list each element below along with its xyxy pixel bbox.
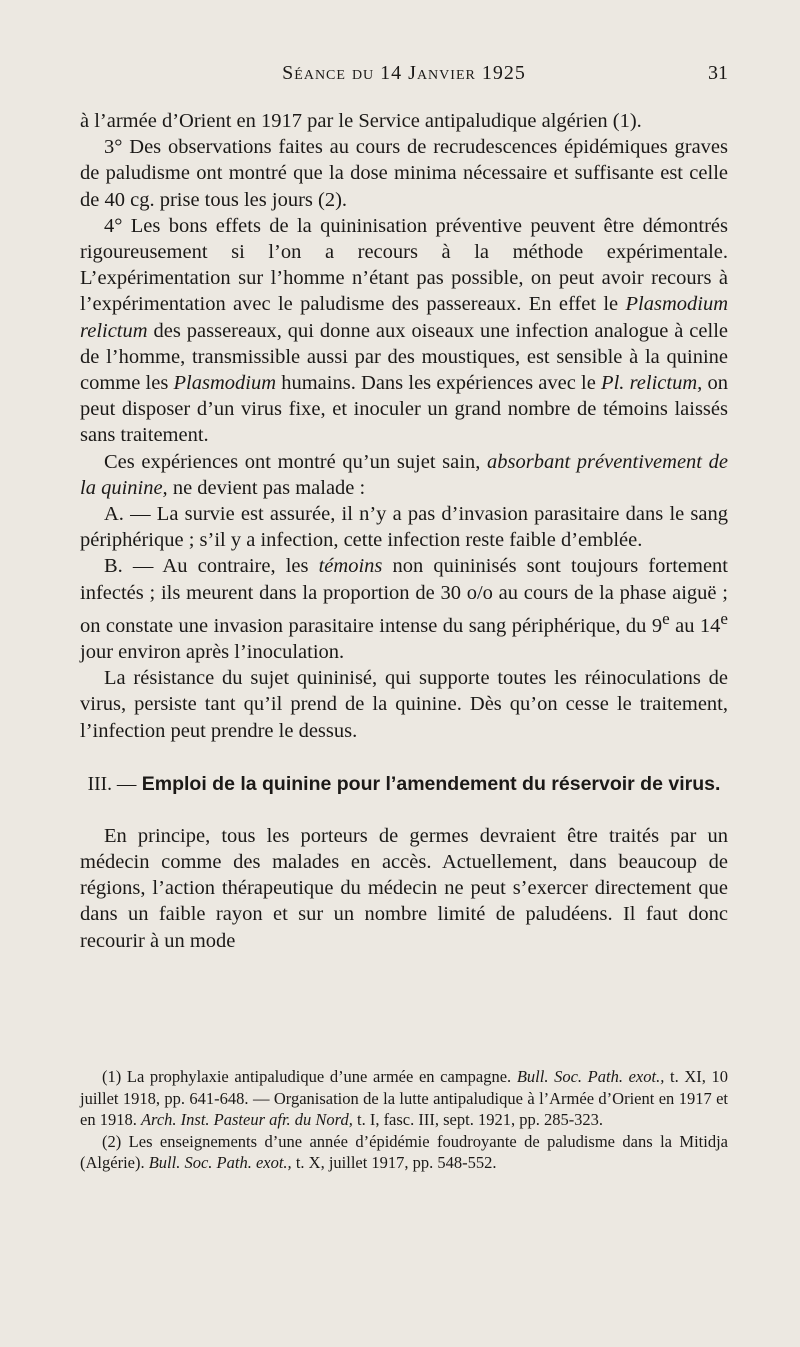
paragraph-text: 4° Les bons effets de la quininisation préventive peuvent être démontrés rigoureusement si l’on a recours à la méthode expérimentale. L’expérimentation sur l’homme n’étant pas possible, on peut avoir recours à l’expérimentation avec le paludisme des passereaux. En effet le xyxy=(80,214,728,316)
paragraph-text: ne devient pas malade : xyxy=(167,476,366,499)
paragraph-continuation xyxy=(80,108,728,134)
paragraph-text: jour environ après l’inoculation. xyxy=(80,640,345,663)
footnote-text: (2) Les enseignements d’une année d’épidémie foudroyante de paludisme dans la Mitidja (Algérie). xyxy=(80,1131,728,1172)
paragraph-text: 3° Des observations faites au cours de recrudescences épidémiques graves de paludisme ont montré que la dose minima nécessaire et suffisante est celle de 40 cg. prise tous les jours (2). xyxy=(80,136,728,211)
footnote-2 xyxy=(80,1131,728,1174)
journal-title: Bull. Soc. Path. exot., xyxy=(148,1153,292,1172)
italic-term: témoins xyxy=(318,555,383,578)
section-title-text: Emploi de la quinine pour l’amendement du réservoir de virus. xyxy=(141,772,721,795)
italic-term: Plasmodium relictum xyxy=(80,293,728,342)
italic-phrase: absorbant préventivement de la quinine, xyxy=(80,450,728,499)
body-text xyxy=(80,108,728,954)
paragraph-text: à l’armée d’Orient en 1917 par le Service antipaludique algérien (1). xyxy=(80,110,642,132)
superscript: e xyxy=(720,608,728,628)
paragraph-text: A. — La survie est assurée, il n’y a pas d’invasion parasitaire dans le sang périphérique ; s’il y a infection, cette infection reste faible d’emblée. xyxy=(80,503,728,552)
page-header xyxy=(80,62,728,90)
paragraph-text: des passereaux, qui donne aux oiseaux une infection analogue à celle de l’homme, transmissible aussi par des moustiques, est sensible à la quinine comme les xyxy=(80,319,728,395)
italic-term: Pl. relictum, xyxy=(601,372,703,395)
page-number: 31 xyxy=(708,62,728,84)
footnote-1 xyxy=(80,1066,728,1131)
paragraph-resistance xyxy=(80,665,728,744)
italic-term: Plasmodium xyxy=(173,372,277,395)
paragraph-text: on peut disposer d’un virus fixe, et inoculer un grand nombre de témoins laissés sans traitement. xyxy=(80,372,728,447)
paragraph-point-3 xyxy=(80,134,728,213)
paragraph-principle xyxy=(80,823,728,954)
paragraph-text: En principe, tous les porteurs de germes devraient être traités par un médecin comme des malades en accès. Actuellement, dans beaucoup de régions, l’action thérapeutique du médecin ne peut s’exercer directement que dans un faible rayon et sur un nombre limité de paludéens. Il faut donc recourir à un mode xyxy=(80,824,728,952)
paragraph-text: humains. Dans les expériences avec le xyxy=(276,372,602,395)
journal-title: Bull. Soc. Path. exot., xyxy=(516,1067,665,1086)
paragraph-point-b xyxy=(80,553,728,665)
section-number: III. — xyxy=(87,773,137,795)
running-head: Séance du 14 Janvier 1925 xyxy=(282,62,526,84)
footnote-text: t. XI, 10 juillet 1918, pp. 641-648. — Organisation de la lutte antipaludique à l’Armée d’Orient en 1917 et en 1918. xyxy=(80,1067,729,1129)
paragraph-text: B. — Au contraire, les xyxy=(104,555,319,578)
paragraph-text: au 14 xyxy=(669,614,721,637)
paragraph-experiments xyxy=(80,449,728,501)
footnote-text: (1) La prophylaxie antipaludique d’une armée en campagne. xyxy=(102,1067,517,1086)
footnote-text: t. X, juillet 1917, pp. 548-552. xyxy=(291,1153,497,1172)
section-heading xyxy=(80,772,728,797)
footnotes xyxy=(80,1066,728,1174)
superscript: e xyxy=(662,608,670,628)
paragraph-point-4 xyxy=(80,213,728,449)
footnote-text: t. I, fasc. III, sept. 1921, pp. 285-323. xyxy=(352,1110,604,1129)
paragraph-point-a xyxy=(80,501,728,553)
paragraph-text: Ces expériences ont montré qu’un sujet sain, xyxy=(104,450,487,473)
journal-title: Arch. Inst. Pasteur afr. du Nord, xyxy=(140,1110,353,1129)
paragraph-text: non quininisés sont toujours fortement infectés ; ils meurent dans la proportion de 30 o/o au cours de la phase aiguë ; on constate une invasion parasitaire intense du sang périphérique, du 9 xyxy=(80,555,728,637)
paragraph-text: La résistance du sujet quininisé, qui supporte toutes les réinoculations de virus, persiste tant qu’il prend de la quinine. Dès qu’on cesse le traitement, l’infection peut prendre le dessus. xyxy=(80,667,728,742)
